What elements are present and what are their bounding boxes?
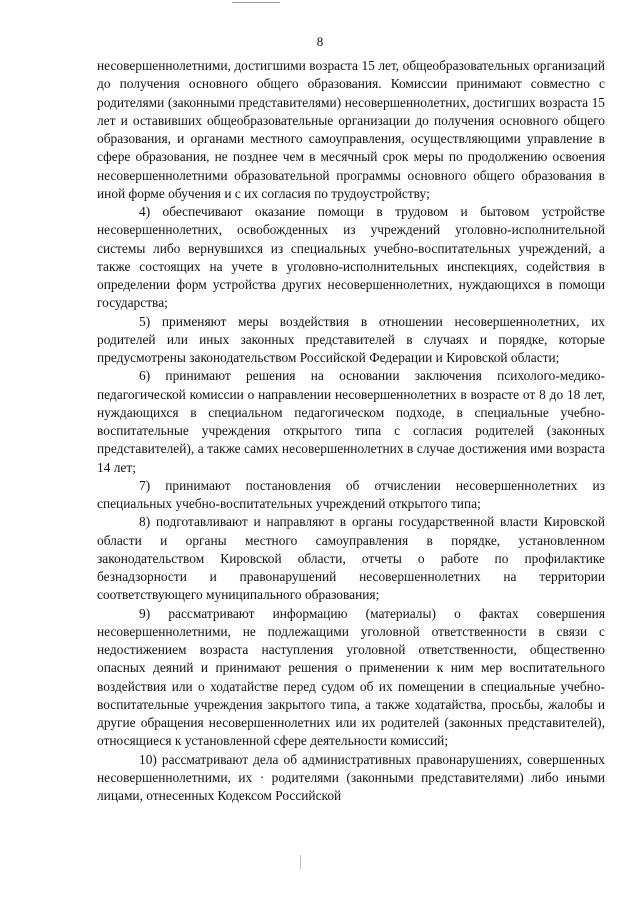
paragraph-item-6: 6) принимают решения на основании заключения психолого-медико-педагогической комиссии о направлении несовершеннолетних в возрасте от 8 до 18 лет, нуждающихся в специальном педагогическом подходе, в специальные учебно-воспитательные учреждения открытого типа с согласия родителей (законных представителей), а также самих несовершеннолетних в случае достижения ими возраста 14 лет; (97, 368, 605, 475)
paragraph-item-5: 5) применяют меры воздействия в отношении несовершеннолетних, их родителей или иных законных представителей в случаях и порядке, которые предусмотрены законодательством Российской Федерации и Кировской области; (97, 313, 605, 365)
paragraph-continuation: несовершеннолетними, достигшими возраста 15 лет, общеобразовательных организаций до получения основного общего образования. Комиссии принимают совместно с родителями (законными представителями) несовершеннолетних, достигших возраста 15 лет и оставивших общеобразовательные организации до получения основного общего образования, и органами местного самоуправления, осуществляющими управление в сфере образования, не позднее чем в месячный срок меры по продолжению освоения несовершеннолетними образовательной программы основного общего образования в иной форме обучения и с их согласия по трудоустройству; (97, 58, 605, 201)
paragraph-item-9: 9) рассматривают информацию (материалы) о фактах совершения несовершеннолетними, не подлежащими уголовной ответственности в связи с недостижением возраста наступления уголовной ответственности, общественно опасных деяний и принимают решения о применении к ним мер воспитательного воздействия или о ходатайстве перед судом об их помещении в специальные учебно-воспитательные учреждения закрытого типа, а также ходатайства, просьбы, жалобы и другие обращения несовершеннолетних или их родителей (законных представителей), относящиеся к установленной сфере деятельности комиссий; (97, 605, 605, 749)
scan-artifact-top (232, 2, 280, 3)
paragraph-item-10: 10) рассматривают дела об административных правонарушениях, совершенных несовершеннолетними, их · родителями (законными представителями) либо иными лицами, отнесенных Кодексом Российской (97, 751, 605, 803)
scan-artifact-bottom (300, 855, 301, 869)
paragraph-item-8: 8) подготавливают и направляют в органы государственной власти Кировской области и органы местного самоуправления в порядке, установленном законодательством Кировской области, отчеты о работе по профилактике безнадзорности и правонарушений несовершеннолетних на территории соответствующего муниципального образования; (97, 514, 605, 603)
paragraph-item-7: 7) принимают постановления об отчислении несовершеннолетних из специальных учебно-воспитательных учреждений открытого типа; (97, 477, 605, 511)
document-body (97, 57, 605, 805)
paragraph-item-4: 4) обеспечивают оказание помощи в трудовом и бытовом устройстве несовершеннолетних, освобожденных из учреждений уголовно-исполнительной системы либо вернувшихся из специальных учебно-воспитательных учреждений, а также состоящих на учете в уголовно-исполнительных инспекциях, содействия в определении форм устройства других несовершеннолетних, нуждающихся в помощи государства; (97, 204, 605, 311)
page-number: 8 (316, 34, 324, 49)
